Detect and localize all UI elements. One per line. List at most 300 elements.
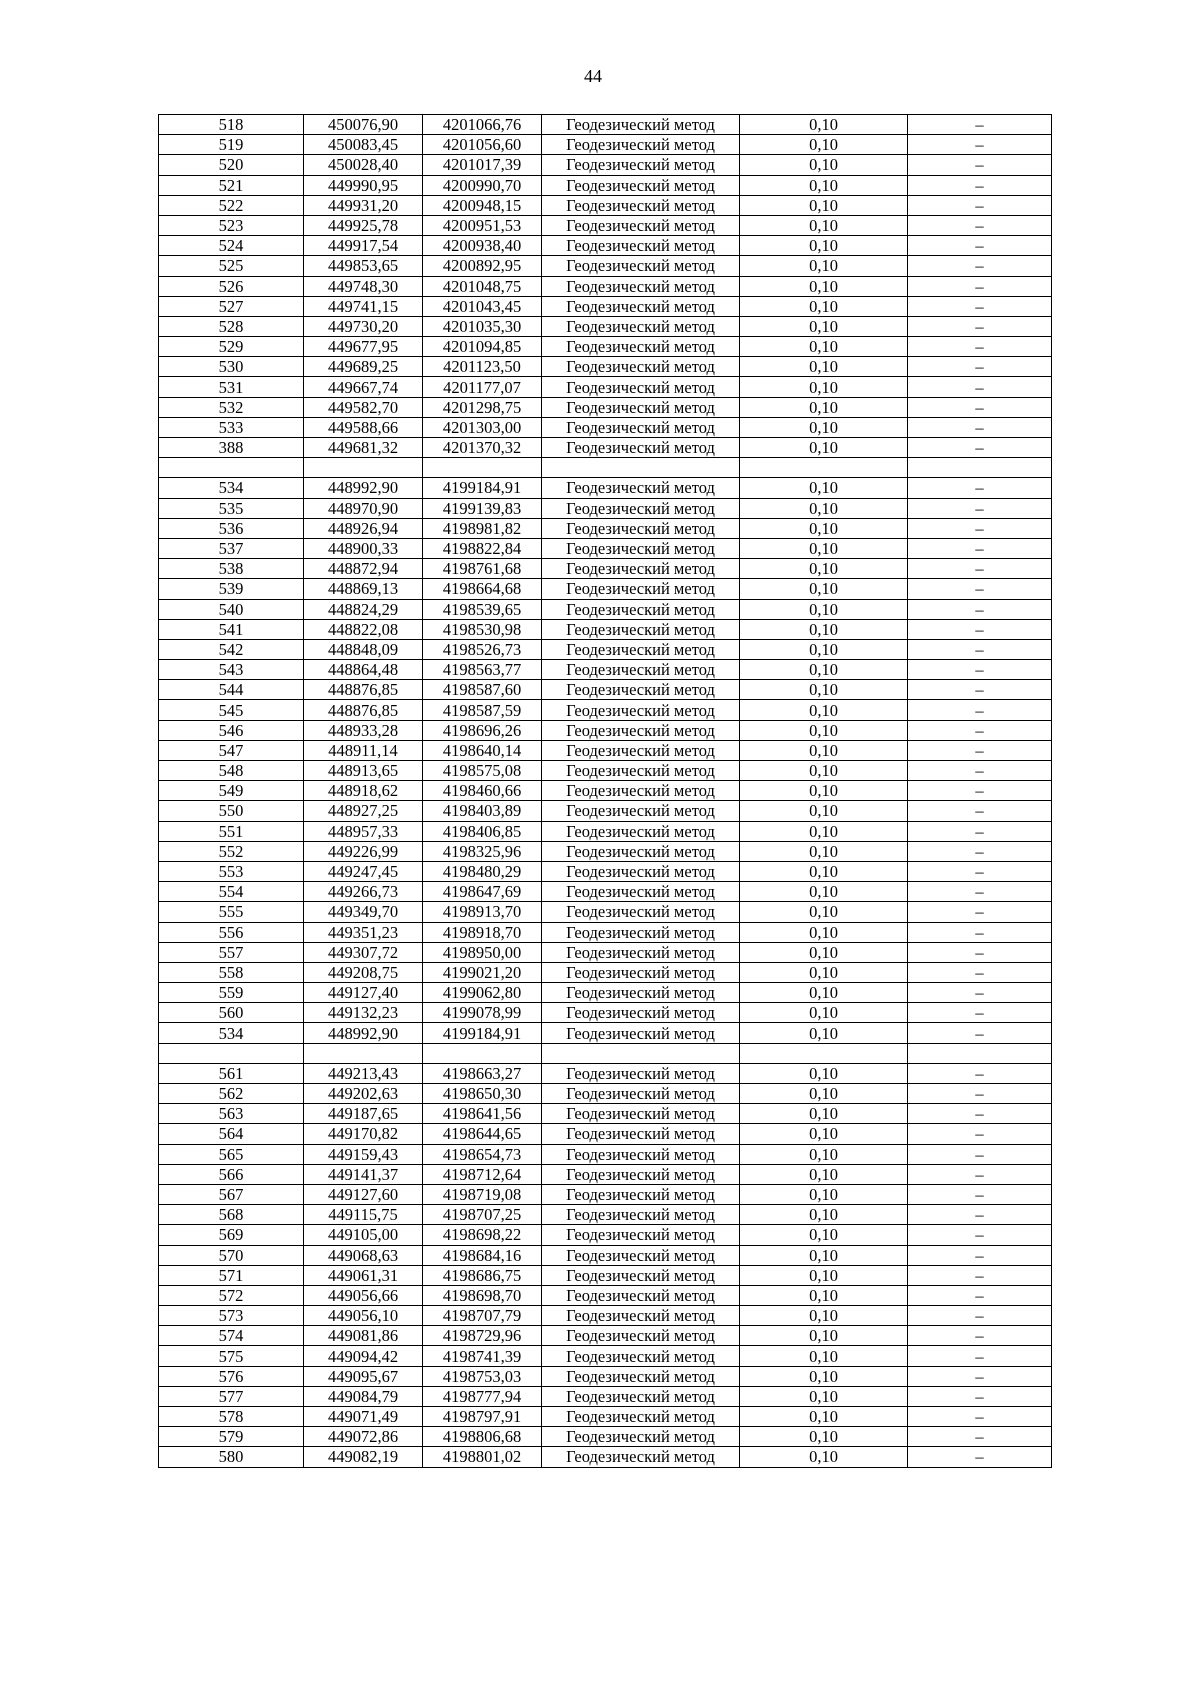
y-coordinate-cell: 4198777,94 — [423, 1386, 542, 1406]
method-cell: Геодезический метод — [542, 1447, 740, 1467]
table-row — [159, 841, 1052, 861]
table-row — [159, 316, 1052, 336]
method-cell: Геодезический метод — [542, 1003, 740, 1023]
method-cell: Геодезический метод — [542, 538, 740, 558]
y-coordinate-cell: 4198587,60 — [423, 680, 542, 700]
point-number-cell — [159, 458, 304, 478]
point-number-cell: 520 — [159, 155, 304, 175]
point-number-cell: 541 — [159, 619, 304, 639]
table-row — [159, 1245, 1052, 1265]
point-number-cell: 534 — [159, 1023, 304, 1043]
method-cell — [542, 458, 740, 478]
point-number-cell: 531 — [159, 377, 304, 397]
method-cell: Геодезический метод — [542, 1285, 740, 1305]
y-coordinate-cell: 4198460,66 — [423, 781, 542, 801]
x-coordinate-cell: 449061,31 — [304, 1265, 423, 1285]
x-coordinate-cell: 449095,67 — [304, 1366, 423, 1386]
method-cell: Геодезический метод — [542, 1144, 740, 1164]
accuracy-cell: 0,10 — [740, 316, 908, 336]
table-row — [159, 821, 1052, 841]
y-coordinate-cell: 4198696,26 — [423, 720, 542, 740]
point-number-cell: 580 — [159, 1447, 304, 1467]
y-coordinate-cell: 4198539,65 — [423, 599, 542, 619]
accuracy-cell: 0,10 — [740, 1407, 908, 1427]
method-cell: Геодезический метод — [542, 1386, 740, 1406]
x-coordinate-cell: 449082,19 — [304, 1447, 423, 1467]
table-row — [159, 1447, 1052, 1467]
table-row — [159, 236, 1052, 256]
note-cell — [908, 1043, 1052, 1063]
method-cell: Геодезический метод — [542, 720, 740, 740]
x-coordinate-cell: 449266,73 — [304, 882, 423, 902]
method-cell: Геодезический метод — [542, 761, 740, 781]
note-cell: – — [908, 155, 1052, 175]
y-coordinate-cell: 4198664,68 — [423, 579, 542, 599]
table-row — [159, 660, 1052, 680]
table-row — [159, 922, 1052, 942]
point-number-cell: 573 — [159, 1306, 304, 1326]
method-cell: Геодезический метод — [542, 1265, 740, 1285]
point-number-cell: 529 — [159, 337, 304, 357]
accuracy-cell: 0,10 — [740, 599, 908, 619]
accuracy-cell: 0,10 — [740, 559, 908, 579]
accuracy-cell: 0,10 — [740, 1326, 908, 1346]
note-cell: – — [908, 781, 1052, 801]
table-row — [159, 740, 1052, 760]
point-number-cell: 574 — [159, 1326, 304, 1346]
accuracy-cell: 0,10 — [740, 377, 908, 397]
accuracy-cell: 0,10 — [740, 781, 908, 801]
note-cell: – — [908, 861, 1052, 881]
accuracy-cell: 0,10 — [740, 962, 908, 982]
method-cell: Геодезический метод — [542, 337, 740, 357]
note-cell: – — [908, 599, 1052, 619]
method-cell: Геодезический метод — [542, 902, 740, 922]
method-cell: Геодезический метод — [542, 801, 740, 821]
method-cell: Геодезический метод — [542, 861, 740, 881]
accuracy-cell: 0,10 — [740, 1386, 908, 1406]
accuracy-cell: 0,10 — [740, 155, 908, 175]
point-number-cell: 552 — [159, 841, 304, 861]
accuracy-cell: 0,10 — [740, 841, 908, 861]
note-cell: – — [908, 761, 1052, 781]
note-cell: – — [908, 1265, 1052, 1285]
y-coordinate-cell: 4198650,30 — [423, 1084, 542, 1104]
table-row — [159, 337, 1052, 357]
x-coordinate-cell — [304, 458, 423, 478]
accuracy-cell: 0,10 — [740, 1023, 908, 1043]
method-cell: Геодезический метод — [542, 821, 740, 841]
table-row — [159, 1104, 1052, 1124]
y-coordinate-cell: 4198406,85 — [423, 821, 542, 841]
x-coordinate-cell: 449931,20 — [304, 195, 423, 215]
x-coordinate-cell: 448876,85 — [304, 680, 423, 700]
table-row — [159, 1164, 1052, 1184]
method-cell: Геодезический метод — [542, 942, 740, 962]
table-row — [159, 135, 1052, 155]
method-cell: Геодезический метод — [542, 195, 740, 215]
x-coordinate-cell: 448911,14 — [304, 740, 423, 760]
note-cell: – — [908, 175, 1052, 195]
point-number-cell: 530 — [159, 357, 304, 377]
y-coordinate-cell: 4201303,00 — [423, 417, 542, 437]
y-coordinate-cell: 4199078,99 — [423, 1003, 542, 1023]
y-coordinate-cell: 4198729,96 — [423, 1326, 542, 1346]
y-coordinate-cell: 4201094,85 — [423, 337, 542, 357]
point-number-cell: 558 — [159, 962, 304, 982]
table-row — [159, 1184, 1052, 1204]
y-coordinate-cell: 4199184,91 — [423, 1023, 542, 1043]
x-coordinate-cell: 449730,20 — [304, 316, 423, 336]
y-coordinate-cell: 4198797,91 — [423, 1407, 542, 1427]
point-number-cell: 570 — [159, 1245, 304, 1265]
accuracy-cell: 0,10 — [740, 215, 908, 235]
table-row — [159, 397, 1052, 417]
y-coordinate-cell: 4198325,96 — [423, 841, 542, 861]
method-cell: Геодезический метод — [542, 781, 740, 801]
note-cell: – — [908, 215, 1052, 235]
y-coordinate-cell: 4198663,27 — [423, 1063, 542, 1083]
accuracy-cell: 0,10 — [740, 518, 908, 538]
table-row — [159, 942, 1052, 962]
note-cell: – — [908, 922, 1052, 942]
table-row — [159, 962, 1052, 982]
note-cell: – — [908, 983, 1052, 1003]
method-cell: Геодезический метод — [542, 599, 740, 619]
method-cell: Геодезический метод — [542, 660, 740, 680]
method-cell: Геодезический метод — [542, 922, 740, 942]
x-coordinate-cell: 448918,62 — [304, 781, 423, 801]
y-coordinate-cell: 4201370,32 — [423, 438, 542, 458]
accuracy-cell: 0,10 — [740, 639, 908, 659]
y-coordinate-cell: 4201123,50 — [423, 357, 542, 377]
x-coordinate-cell: 449741,15 — [304, 296, 423, 316]
accuracy-cell: 0,10 — [740, 438, 908, 458]
point-number-cell: 568 — [159, 1205, 304, 1225]
x-coordinate-cell: 448824,29 — [304, 599, 423, 619]
method-cell: Геодезический метод — [542, 1306, 740, 1326]
note-cell: – — [908, 1407, 1052, 1427]
y-coordinate-cell: 4198741,39 — [423, 1346, 542, 1366]
note-cell: – — [908, 680, 1052, 700]
accuracy-cell: 0,10 — [740, 1265, 908, 1285]
point-number-cell — [159, 1043, 304, 1063]
table-row — [159, 639, 1052, 659]
table-row — [159, 417, 1052, 437]
y-coordinate-cell: 4198684,16 — [423, 1245, 542, 1265]
accuracy-cell: 0,10 — [740, 680, 908, 700]
table-row — [159, 559, 1052, 579]
accuracy-cell: 0,10 — [740, 1164, 908, 1184]
accuracy-cell: 0,10 — [740, 276, 908, 296]
note-cell — [908, 458, 1052, 478]
table-row — [159, 256, 1052, 276]
method-cell: Геодезический метод — [542, 841, 740, 861]
method-cell: Геодезический метод — [542, 438, 740, 458]
point-number-cell: 553 — [159, 861, 304, 881]
x-coordinate-cell: 449853,65 — [304, 256, 423, 276]
method-cell: Геодезический метод — [542, 1124, 740, 1144]
table-row — [159, 1063, 1052, 1083]
x-coordinate-cell: 448848,09 — [304, 639, 423, 659]
method-cell: Геодезический метод — [542, 619, 740, 639]
method-cell: Геодезический метод — [542, 155, 740, 175]
table-row — [159, 1386, 1052, 1406]
y-coordinate-cell: 4198806,68 — [423, 1427, 542, 1447]
table-row — [159, 478, 1052, 498]
note-cell: – — [908, 1386, 1052, 1406]
y-coordinate-cell — [423, 1043, 542, 1063]
accuracy-cell: 0,10 — [740, 1084, 908, 1104]
x-coordinate-cell: 449582,70 — [304, 397, 423, 417]
point-number-cell: 556 — [159, 922, 304, 942]
table-row — [159, 538, 1052, 558]
table-row — [159, 438, 1052, 458]
y-coordinate-cell: 4198686,75 — [423, 1265, 542, 1285]
method-cell: Геодезический метод — [542, 882, 740, 902]
table-row-blank — [159, 1043, 1052, 1063]
table-row — [159, 115, 1052, 135]
y-coordinate-cell: 4200951,53 — [423, 215, 542, 235]
table-row — [159, 1306, 1052, 1326]
accuracy-cell: 0,10 — [740, 619, 908, 639]
x-coordinate-cell: 448822,08 — [304, 619, 423, 639]
point-number-cell: 518 — [159, 115, 304, 135]
point-number-cell: 577 — [159, 1386, 304, 1406]
point-number-cell: 535 — [159, 498, 304, 518]
y-coordinate-cell: 4201017,39 — [423, 155, 542, 175]
point-number-cell: 562 — [159, 1084, 304, 1104]
accuracy-cell: 0,10 — [740, 720, 908, 740]
x-coordinate-cell: 449071,49 — [304, 1407, 423, 1427]
point-number-cell: 539 — [159, 579, 304, 599]
note-cell: – — [908, 1104, 1052, 1124]
x-coordinate-cell: 449213,43 — [304, 1063, 423, 1083]
note-cell: – — [908, 660, 1052, 680]
note-cell: – — [908, 1285, 1052, 1305]
method-cell: Геодезический метод — [542, 1184, 740, 1204]
method-cell: Геодезический метод — [542, 316, 740, 336]
table-row — [159, 781, 1052, 801]
accuracy-cell: 0,10 — [740, 256, 908, 276]
accuracy-cell: 0,10 — [740, 1104, 908, 1124]
x-coordinate-cell: 449917,54 — [304, 236, 423, 256]
point-number-cell: 551 — [159, 821, 304, 841]
note-cell: – — [908, 316, 1052, 336]
point-number-cell: 533 — [159, 417, 304, 437]
note-cell: – — [908, 276, 1052, 296]
y-coordinate-cell: 4198918,70 — [423, 922, 542, 942]
x-coordinate-cell: 449681,32 — [304, 438, 423, 458]
y-coordinate-cell: 4198654,73 — [423, 1144, 542, 1164]
accuracy-cell: 0,10 — [740, 1366, 908, 1386]
accuracy-cell: 0,10 — [740, 1225, 908, 1245]
note-cell: – — [908, 438, 1052, 458]
note-cell: – — [908, 619, 1052, 639]
method-cell: Геодезический метод — [542, 1084, 740, 1104]
y-coordinate-cell: 4201177,07 — [423, 377, 542, 397]
point-number-cell: 534 — [159, 478, 304, 498]
y-coordinate-cell: 4198698,22 — [423, 1225, 542, 1245]
table-row — [159, 276, 1052, 296]
note-cell: – — [908, 1144, 1052, 1164]
accuracy-cell: 0,10 — [740, 1124, 908, 1144]
point-number-cell: 560 — [159, 1003, 304, 1023]
point-number-cell: 565 — [159, 1144, 304, 1164]
x-coordinate-cell: 449202,63 — [304, 1084, 423, 1104]
x-coordinate-cell: 449307,72 — [304, 942, 423, 962]
note-cell: – — [908, 1084, 1052, 1104]
point-number-cell: 536 — [159, 518, 304, 538]
method-cell: Геодезический метод — [542, 1326, 740, 1346]
point-number-cell: 547 — [159, 740, 304, 760]
point-number-cell: 545 — [159, 700, 304, 720]
point-number-cell: 557 — [159, 942, 304, 962]
method-cell: Геодезический метод — [542, 135, 740, 155]
point-number-cell: 540 — [159, 599, 304, 619]
method-cell: Геодезический метод — [542, 236, 740, 256]
y-coordinate-cell: 4201066,76 — [423, 115, 542, 135]
method-cell: Геодезический метод — [542, 1245, 740, 1265]
method-cell: Геодезический метод — [542, 1366, 740, 1386]
note-cell: – — [908, 639, 1052, 659]
x-coordinate-cell: 449105,00 — [304, 1225, 423, 1245]
x-coordinate-cell: 449588,66 — [304, 417, 423, 437]
accuracy-cell: 0,10 — [740, 1184, 908, 1204]
accuracy-cell: 0,10 — [740, 821, 908, 841]
x-coordinate-cell: 448876,85 — [304, 700, 423, 720]
y-coordinate-cell: 4198563,77 — [423, 660, 542, 680]
point-number-cell: 543 — [159, 660, 304, 680]
y-coordinate-cell: 4198640,14 — [423, 740, 542, 760]
table-row — [159, 861, 1052, 881]
table-row — [159, 1144, 1052, 1164]
note-cell: – — [908, 115, 1052, 135]
table-row — [159, 357, 1052, 377]
note-cell: – — [908, 397, 1052, 417]
accuracy-cell: 0,10 — [740, 1003, 908, 1023]
method-cell: Геодезический метод — [542, 1225, 740, 1245]
y-coordinate-cell: 4198647,69 — [423, 882, 542, 902]
table-row — [159, 619, 1052, 639]
method-cell: Геодезический метод — [542, 115, 740, 135]
table-row — [159, 720, 1052, 740]
x-coordinate-cell: 449667,74 — [304, 377, 423, 397]
x-coordinate-cell: 449132,23 — [304, 1003, 423, 1023]
point-number-cell: 564 — [159, 1124, 304, 1144]
accuracy-cell: 0,10 — [740, 700, 908, 720]
note-cell: – — [908, 498, 1052, 518]
note-cell: – — [908, 337, 1052, 357]
point-number-cell: 578 — [159, 1407, 304, 1427]
x-coordinate-cell: 449677,95 — [304, 337, 423, 357]
note-cell: – — [908, 841, 1052, 861]
table-row — [159, 1124, 1052, 1144]
point-number-cell: 388 — [159, 438, 304, 458]
y-coordinate-cell: 4198950,00 — [423, 942, 542, 962]
table-row — [159, 599, 1052, 619]
page-number: 44 — [584, 66, 602, 86]
accuracy-cell: 0,10 — [740, 1245, 908, 1265]
accuracy-cell: 0,10 — [740, 740, 908, 760]
table-row — [159, 498, 1052, 518]
note-cell: – — [908, 135, 1052, 155]
x-coordinate-cell: 449226,99 — [304, 841, 423, 861]
table-row — [159, 1346, 1052, 1366]
x-coordinate-cell: 448992,90 — [304, 1023, 423, 1043]
accuracy-cell: 0,10 — [740, 660, 908, 680]
table-row — [159, 155, 1052, 175]
table-row — [159, 1003, 1052, 1023]
accuracy-cell: 0,10 — [740, 942, 908, 962]
point-number-cell: 567 — [159, 1184, 304, 1204]
method-cell: Геодезический метод — [542, 1346, 740, 1366]
point-number-cell: 544 — [159, 680, 304, 700]
x-coordinate-cell: 449072,86 — [304, 1427, 423, 1447]
y-coordinate-cell: 4198761,68 — [423, 559, 542, 579]
method-cell: Геодезический метод — [542, 962, 740, 982]
x-coordinate-cell: 449127,40 — [304, 983, 423, 1003]
method-cell: Геодезический метод — [542, 700, 740, 720]
table-row — [159, 700, 1052, 720]
note-cell: – — [908, 417, 1052, 437]
y-coordinate-cell: 4198587,59 — [423, 700, 542, 720]
accuracy-cell: 0,10 — [740, 1063, 908, 1083]
note-cell: – — [908, 1023, 1052, 1043]
table-row — [159, 761, 1052, 781]
y-coordinate-cell: 4198719,08 — [423, 1184, 542, 1204]
accuracy-cell: 0,10 — [740, 1285, 908, 1305]
table-row — [159, 579, 1052, 599]
method-cell: Геодезический метод — [542, 478, 740, 498]
point-number-cell: 524 — [159, 236, 304, 256]
x-coordinate-cell: 449141,37 — [304, 1164, 423, 1184]
table-body — [159, 115, 1052, 1468]
method-cell: Геодезический метод — [542, 1164, 740, 1184]
method-cell: Геодезический метод — [542, 256, 740, 276]
table-row — [159, 518, 1052, 538]
x-coordinate-cell: 449170,82 — [304, 1124, 423, 1144]
table-row — [159, 801, 1052, 821]
note-cell: – — [908, 1164, 1052, 1184]
accuracy-cell: 0,10 — [740, 478, 908, 498]
y-coordinate-cell: 4201035,30 — [423, 316, 542, 336]
x-coordinate-cell: 449159,43 — [304, 1144, 423, 1164]
table-row — [159, 195, 1052, 215]
point-number-cell: 550 — [159, 801, 304, 821]
accuracy-cell: 0,10 — [740, 882, 908, 902]
note-cell: – — [908, 1184, 1052, 1204]
point-number-cell: 523 — [159, 215, 304, 235]
method-cell: Геодезический метод — [542, 498, 740, 518]
x-coordinate-cell: 449187,65 — [304, 1104, 423, 1124]
method-cell: Геодезический метод — [542, 1407, 740, 1427]
y-coordinate-cell: 4198712,64 — [423, 1164, 542, 1184]
table-row — [159, 215, 1052, 235]
note-cell: – — [908, 1245, 1052, 1265]
y-coordinate-cell: 4198707,25 — [423, 1205, 542, 1225]
x-coordinate-cell: 449689,25 — [304, 357, 423, 377]
point-number-cell: 532 — [159, 397, 304, 417]
accuracy-cell: 0,10 — [740, 1346, 908, 1366]
x-coordinate-cell: 449990,95 — [304, 175, 423, 195]
y-coordinate-cell: 4198575,08 — [423, 761, 542, 781]
point-number-cell: 546 — [159, 720, 304, 740]
y-coordinate-cell: 4201043,45 — [423, 296, 542, 316]
accuracy-cell: 0,10 — [740, 357, 908, 377]
table-row — [159, 1366, 1052, 1386]
point-number-cell: 549 — [159, 781, 304, 801]
